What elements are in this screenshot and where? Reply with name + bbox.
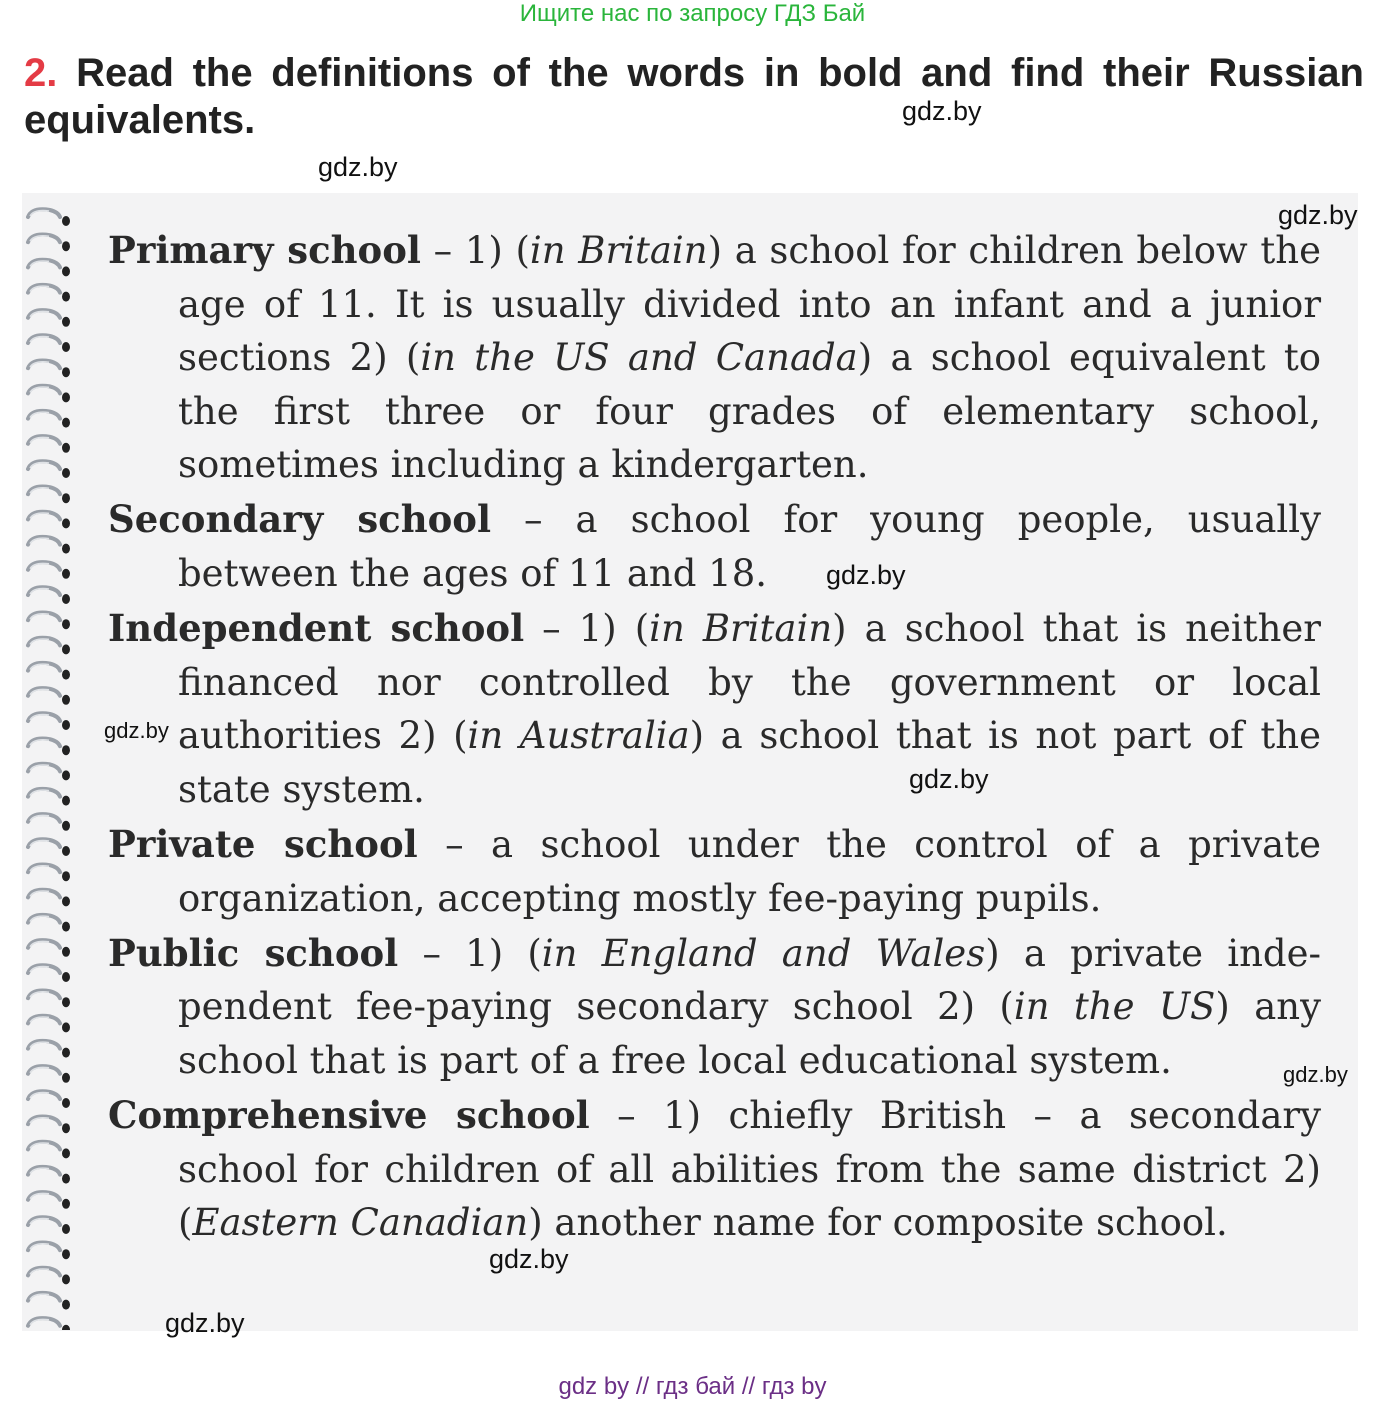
spiral-coil-icon	[28, 965, 70, 982]
spiral-coil-icon	[28, 915, 70, 932]
spiral-coil-icon	[28, 663, 70, 680]
spiral-binding-icon	[22, 195, 80, 1330]
spiral-coil-icon	[28, 285, 70, 302]
spiral-coil-icon	[28, 1268, 70, 1285]
definition-region: Eastern Canadian	[192, 1201, 529, 1245]
spiral-coil-icon	[28, 587, 70, 604]
watermark: gdz.by	[826, 560, 906, 590]
definition-term: Comprehensive school	[108, 1093, 590, 1137]
definition-entry	[108, 493, 1321, 600]
definition-text: ) a private independent fee-paying secondary school 2) (	[178, 931, 1321, 1029]
spiral-coil-icon	[28, 739, 70, 756]
spiral-coil-icon	[28, 1318, 70, 1330]
definitions-list	[108, 224, 1321, 1251]
definition-term: Primary school	[108, 228, 421, 272]
spiral-coil-icon	[28, 814, 70, 831]
spiral-coil-icon	[28, 411, 70, 428]
definition-region: in the US and Canada	[420, 336, 858, 380]
spiral-coil-icon	[28, 537, 70, 554]
definition-text: ) any school that is part of a free local educational system.	[178, 985, 1321, 1082]
definition-text: – a school for young people, usually between the ages of 11 and 18.	[178, 498, 1321, 596]
task-instruction: Read the definitions of the words in bold and find their Russian equivalents.	[24, 51, 1364, 142]
watermark: gdz.by	[902, 96, 982, 126]
definition-text: ) a school that is neither financed nor controlled by the government or local authorities 2) (	[178, 607, 1321, 758]
spiral-coil-icon	[28, 1243, 70, 1260]
footer-links: gdz by // гдз бай // гдз by	[558, 1373, 827, 1400]
spiral-coil-icon	[28, 1192, 70, 1209]
watermark: gdz.by	[165, 1308, 245, 1338]
definition-region: in the US	[1013, 985, 1216, 1029]
watermark: gdz.by	[909, 764, 989, 794]
definition-term: Private school	[108, 822, 418, 867]
spiral-coil-icon	[28, 1217, 70, 1234]
spiral-coil-icon	[28, 839, 70, 856]
watermark: gdz.by	[1283, 1062, 1348, 1087]
spiral-coil-icon	[28, 487, 70, 504]
spiral-coil-icon	[28, 235, 70, 252]
watermark: gdz.by	[104, 718, 169, 743]
definition-text: – 1) chiefly British – a secondary school for children of all abilities from the same district 2) (	[178, 1094, 1321, 1245]
definition-entry	[108, 1089, 1321, 1250]
spiral-coil-icon	[28, 1293, 70, 1310]
spiral-coil-icon	[28, 1066, 70, 1083]
spiral-coil-icon	[28, 1041, 70, 1058]
definition-text: – 1) (	[398, 931, 542, 975]
spiral-coil-icon	[28, 789, 70, 806]
definition-entry	[108, 927, 1321, 1088]
definition-text: – a school under the control of a private organization, accepting mostly fee-paying pupils.	[178, 823, 1322, 920]
definition-text: – 1) (	[420, 229, 530, 272]
definition-text: ) a school for children below the age of 11. It is usually divided into an infant and a junior sections 2) (	[178, 229, 1322, 380]
spiral-coil-icon	[28, 461, 70, 478]
spiral-coil-icon	[28, 209, 70, 226]
spiral-coil-icon	[28, 890, 70, 907]
spiral-coil-icon	[28, 260, 70, 277]
top-banner: Ищите нас по запросу ГДЗ Бай	[519, 0, 866, 27]
spiral-coil-icon	[28, 361, 70, 378]
definition-text: ) a school that is not part of the state system.	[178, 714, 1322, 811]
spiral-coil-icon	[28, 638, 70, 655]
definition-text: ) another name for composite school.	[528, 1201, 1228, 1245]
definition-entry	[108, 224, 1321, 492]
watermark: gdz.by	[1278, 200, 1358, 230]
spiral-coil-icon	[28, 865, 70, 882]
definition-text: – 1) (	[524, 607, 650, 651]
spiral-coil-icon	[28, 713, 70, 730]
definition-text: ) a school equivalent to the first three or four grades of elementary school, sometimes including a kindergarten.	[178, 336, 1321, 487]
spiral-coil-icon	[28, 1167, 70, 1184]
spiral-coil-icon	[28, 335, 70, 352]
task-heading	[24, 50, 1364, 144]
definition-region: in England and Wales	[541, 931, 986, 975]
spiral-coil-icon	[28, 386, 70, 403]
spiral-coil-icon	[28, 991, 70, 1008]
watermark: gdz.by	[318, 152, 398, 182]
definition-region: in Britain	[529, 229, 708, 272]
watermark: gdz.by	[489, 1244, 569, 1274]
spiral-coil-icon	[28, 1142, 70, 1159]
definition-region: in Australia	[467, 714, 690, 758]
definition-term: Independent school	[108, 606, 525, 651]
spiral-coil-icon	[28, 1016, 70, 1033]
task-number: 2.	[24, 51, 58, 95]
spiral-coil-icon	[28, 764, 70, 781]
definition-term: Public school	[108, 930, 399, 975]
spiral-coil-icon	[28, 562, 70, 579]
spiral-coil-icon	[28, 613, 70, 630]
definition-entry	[108, 602, 1321, 816]
spiral-coil-icon	[28, 940, 70, 957]
spiral-coil-icon	[28, 688, 70, 705]
definition-entry	[108, 818, 1321, 925]
spiral-coil-icon	[28, 512, 70, 529]
spiral-coil-icon	[28, 310, 70, 327]
definition-region: in Britain	[649, 607, 833, 651]
spiral-coil-icon	[28, 1117, 70, 1134]
spiral-coil-icon	[28, 436, 70, 453]
definition-term: Secondary school	[108, 497, 492, 542]
spiral-coil-icon	[28, 1091, 70, 1108]
